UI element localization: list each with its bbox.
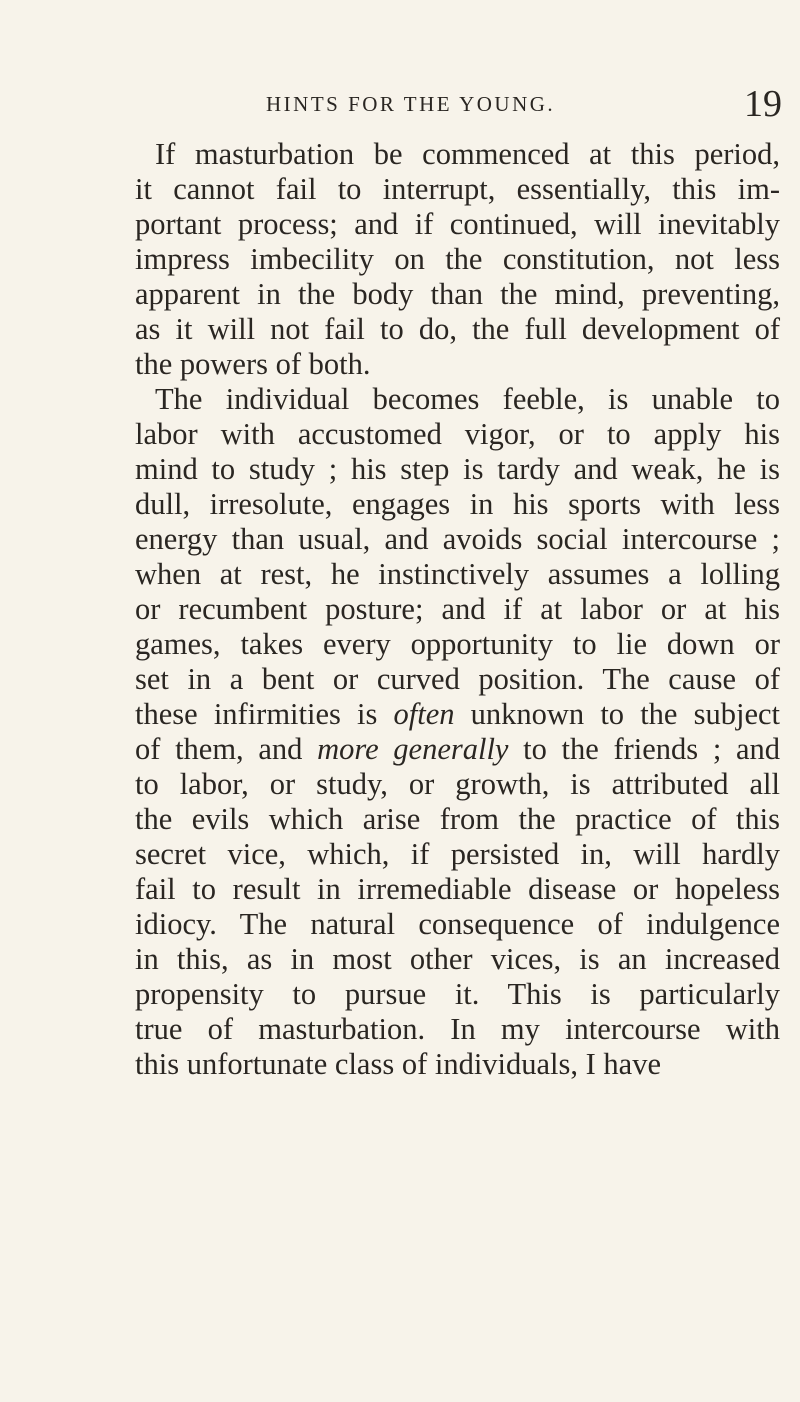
text-line: The individual becomes feeble, is unable to	[155, 382, 780, 416]
text-line: mind to study ; his step is tardy and weak, he is	[135, 452, 780, 486]
text-line: propensity to pursue it. This is particularly	[135, 977, 780, 1011]
text-segment: of them, and	[135, 732, 318, 766]
text-segment: these infirmities is	[135, 697, 394, 731]
text-line: portant process; and if continued, will inevitably	[135, 207, 780, 241]
text-line: when at rest, he instinctively assumes a lolling	[135, 557, 780, 591]
text-line: the evils which arise from the practice of this	[135, 802, 780, 836]
text-line: true of masturbation. In my intercourse with	[135, 1012, 780, 1046]
text-line: it cannot fail to interrupt, essentially, this im-	[135, 172, 780, 206]
text-line: energy than usual, and avoids social intercourse ;	[135, 522, 780, 556]
text-line: labor with accustomed vigor, or to apply his	[135, 417, 780, 451]
emphasis: often	[393, 697, 455, 731]
text-line-with-emphasis	[135, 697, 780, 732]
text-segment: to the friends ; and	[508, 732, 780, 766]
text-line: the powers of both.	[135, 347, 371, 381]
text-line: apparent in the body than the mind, preventing,	[135, 277, 780, 311]
body-text	[135, 137, 780, 1082]
running-head	[266, 80, 782, 128]
text-line: as it will not fail to do, the full development of	[135, 312, 780, 346]
text-line: set in a bent or curved position. The cause of	[135, 662, 780, 696]
text-line: this unfortunate class of individuals, I have	[135, 1047, 662, 1081]
text-line: games, takes every opportunity to lie down or	[135, 627, 780, 661]
text-line-with-emphasis	[135, 732, 780, 767]
text-line: dull, irresolute, engages in his sports with less	[135, 487, 780, 521]
text-line: If masturbation be commenced at this period,	[155, 137, 780, 171]
text-line: impress imbecility on the constitution, not less	[135, 242, 780, 276]
page-number: 19	[744, 83, 782, 125]
emphasis: more generally	[317, 732, 509, 766]
running-title: HINTS FOR THE YOUNG.	[266, 92, 556, 116]
text-segment: unknown to the subject	[454, 697, 780, 731]
text-line: in this, as in most other vices, is an increased	[135, 942, 780, 976]
text-line: to labor, or study, or growth, is attributed all	[135, 767, 780, 801]
text-line: fail to result in irremediable disease or hopeless	[135, 872, 780, 906]
text-line: or recumbent posture; and if at labor or at his	[135, 592, 780, 626]
text-line: idiocy. The natural consequence of indulgence	[135, 907, 780, 941]
text-line: secret vice, which, if persisted in, will hardly	[135, 837, 780, 871]
